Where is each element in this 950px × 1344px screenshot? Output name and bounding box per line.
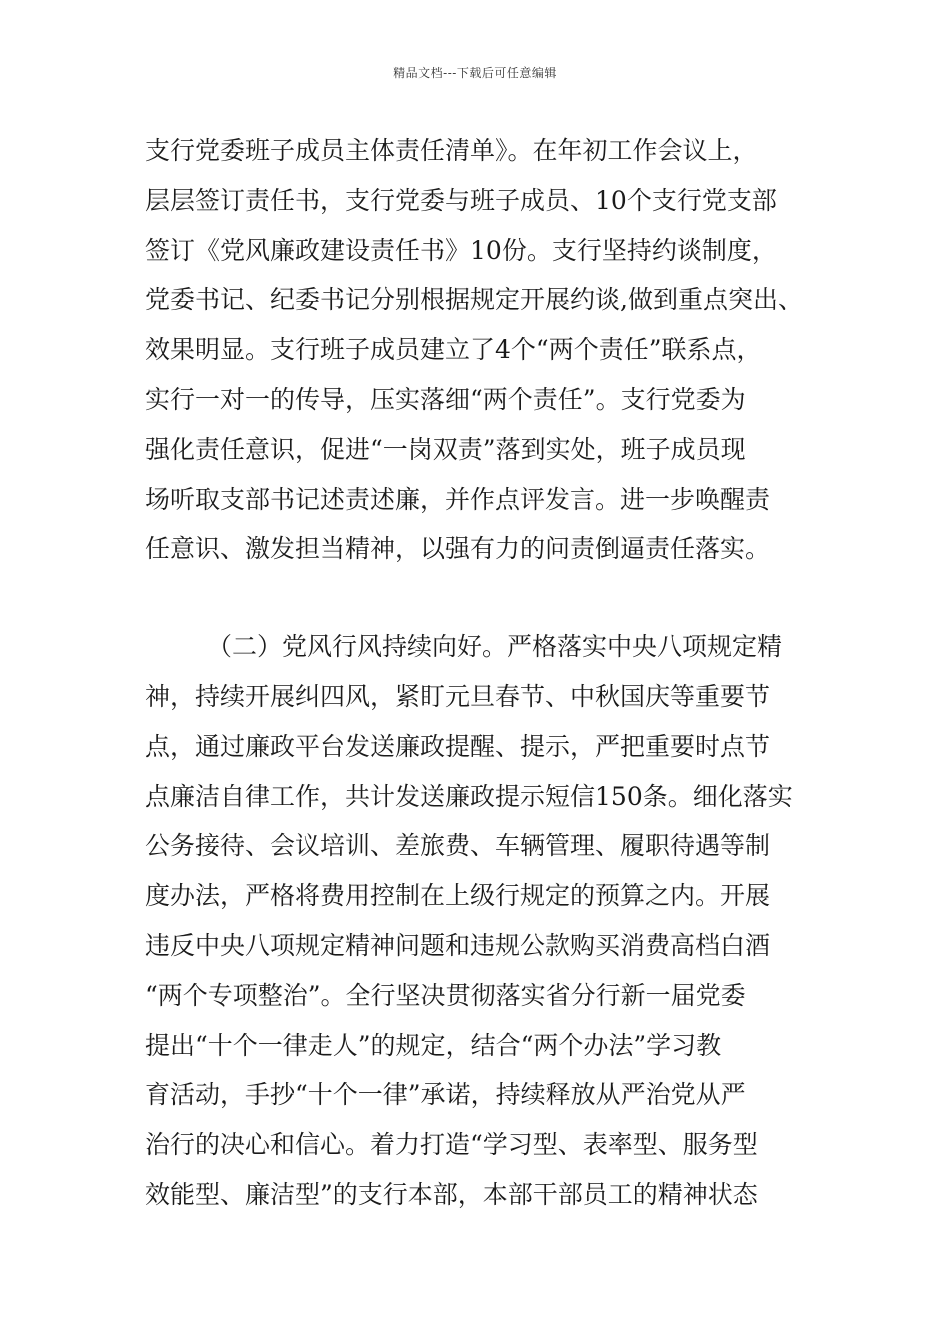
- text-line: 效能型、廉洁型”的支行本部，本部干部员工的精神状态: [145, 1179, 758, 1209]
- text-line: 点廉洁自律工作，共计发送廉政提示短信150条。细化落实: [145, 781, 793, 811]
- document-body: [145, 126, 845, 1220]
- text-line: 层层签订责任书，支行党委与班子成员、10个支行党支部: [145, 185, 777, 215]
- text-line: “两个专项整治”。全行坚决贯彻落实省分行新一届党委: [145, 980, 746, 1010]
- text-line: 治行的决心和信心。着力打造“学习型、表率型、服务型: [145, 1130, 758, 1160]
- text-line: 任意识、激发担当精神，以强有力的问责倒逼责任落实。: [145, 534, 771, 564]
- text-line: （二）党风行风持续向好。严格落实中央八项规定精: [207, 632, 783, 662]
- text-line: 提出“十个一律走人”的规定，结合“两个办法”学习教: [145, 1030, 722, 1060]
- text-line: 党委书记、纪委书记分别根据规定开展约谈,做到重点突出、: [145, 285, 803, 315]
- text-line: 公务接待、会议培训、差旅费、车辆管理、履职待遇等制: [145, 831, 771, 861]
- text-line: 效果明显。支行班子成员建立了4个“两个责任”联系点，: [145, 335, 762, 365]
- text-line: 育活动，手抄“十个一律”承诺，持续释放从严治党从严: [145, 1080, 746, 1110]
- paragraph-spacer: [145, 574, 845, 622]
- text-line: 签订《党风廉政建设责任书》10份。支行坚持约谈制度，: [145, 235, 777, 265]
- text-line: 实行一对一的传导，压实落细“两个责任”。支行党委为: [145, 384, 746, 414]
- page-header: 精品文档---下载后可任意编辑: [393, 66, 557, 80]
- text-line: 违反中央八项规定精神问题和违规公款购买消费高档白酒: [145, 930, 771, 960]
- paragraph-1: [145, 126, 845, 574]
- text-line: 度办法，严格将费用控制在上级行规定的预算之内。开展: [145, 881, 771, 911]
- text-line: 支行党委班子成员主体责任清单》。在年初工作会议上，: [145, 136, 758, 165]
- text-line: 神，持续开展纠四风，紧盯元旦春节、中秋国庆等重要节: [145, 681, 771, 711]
- text-line: 强化责任意识，促进“一岗双责”落到实处，班子成员现: [145, 434, 746, 464]
- text-line: 场听取支部书记述责述廉，并作点评发言。进一步唤醒责: [145, 484, 771, 514]
- paragraph-2: [145, 622, 845, 1220]
- text-line: 点，通过廉政平台发送廉政提醒、提示，严把重要时点节: [145, 731, 771, 761]
